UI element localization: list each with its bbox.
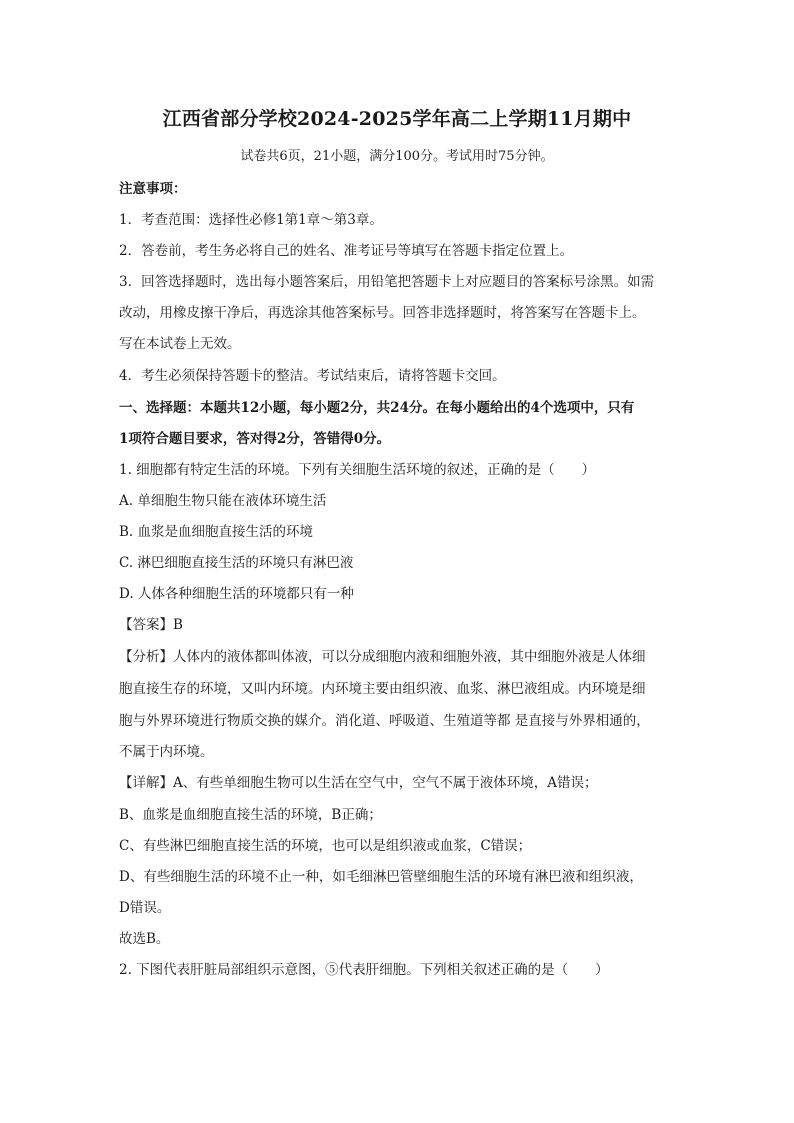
analysis-line: 胞直接生存的环境，又叫内环境。内环境主要由组织液、血浆、淋巴液组成。内环境是细 [119, 681, 646, 697]
analysis-line: 不属于内环境。 [119, 744, 214, 760]
notice-item: 3．回答选择题时，选出每小题答案后，用铅笔把答题卡上对应题目的答案标号涂黑。如需 [119, 274, 655, 290]
exam-info: 试卷共6页，21小题，满分100分。考试用时75分钟。 [240, 149, 554, 164]
section-heading: 1项符合题目要求，答对得2分，答错得0分。 [119, 431, 391, 447]
option-c: C. 淋巴细胞直接生活的环境只有淋巴液 [119, 555, 354, 571]
question-stem: 2. 下图代表肝脏局部组织示意图，⑤代表肝细胞。下列相关叙述正确的是（ ） [119, 962, 609, 978]
detail-line: D错误。 [119, 900, 171, 916]
notice-item: 写在本试卷上无效。 [119, 336, 241, 352]
notice-item: 改动，用橡皮擦干净后，再选涂其他答案标号。回答非选择题时，将答案写在答题卡上。 [119, 305, 646, 321]
option-d: D. 人体各种细胞生活的环境都只有一种 [119, 586, 354, 602]
detail-line: D、有些细胞生活的环境不止一种，如毛细淋巴管壁细胞生活的环境有淋巴液和组织液， [119, 869, 643, 885]
detail-line: C、有些淋巴细胞直接生活的环境，也可以是组织液或血浆，C错误； [119, 838, 532, 854]
detail-line: 故选B。 [119, 931, 170, 947]
analysis-line: 【分析】人体内的液体都叫体液，可以分成细胞内液和细胞外液，其中细胞外液是人体细 [119, 649, 646, 665]
notice-heading: 注意事项： [119, 181, 187, 197]
analysis-line: 胞与外界环境进行物质交换的媒介。消化道、呼吸道、生殖道等都 是直接与外界相通的， [119, 713, 650, 729]
page-title: 江西省部分学校2024-2025学年高二上学期11月期中 [162, 108, 632, 130]
notice-item: 2．答卷前，考生务必将自己的姓名、准考证号等填写在答题卡指定位置上。 [119, 243, 574, 259]
option-a: A. 单细胞生物只能在液体环境生活 [119, 493, 327, 509]
answer: 【答案】B [119, 617, 183, 633]
option-b: B. 血浆是血细胞直接生活的环境 [119, 524, 314, 540]
detail-line: B、血浆是血细胞直接生活的环境，B正确； [119, 807, 382, 823]
detail-line: 【详解】A、有些单细胞生物可以生活在空气中，空气不属于液体环境，A错误； [119, 775, 598, 791]
section-heading: 一、选择题：本题共12小题，每小题2分，共24分。在每小题给出的4个选项中，只有 [119, 400, 635, 416]
notice-item: 4．考生必须保持答题卡的整洁。考试结束后，请将答题卡交回。 [119, 368, 506, 384]
question-stem: 1. 细胞都有特定生活的环境。下列有关细胞生活环境的叙述，正确的是（ ） [119, 462, 596, 478]
notice-item: 1．考查范围：选择性必修1第1章～第3章。 [119, 212, 383, 228]
